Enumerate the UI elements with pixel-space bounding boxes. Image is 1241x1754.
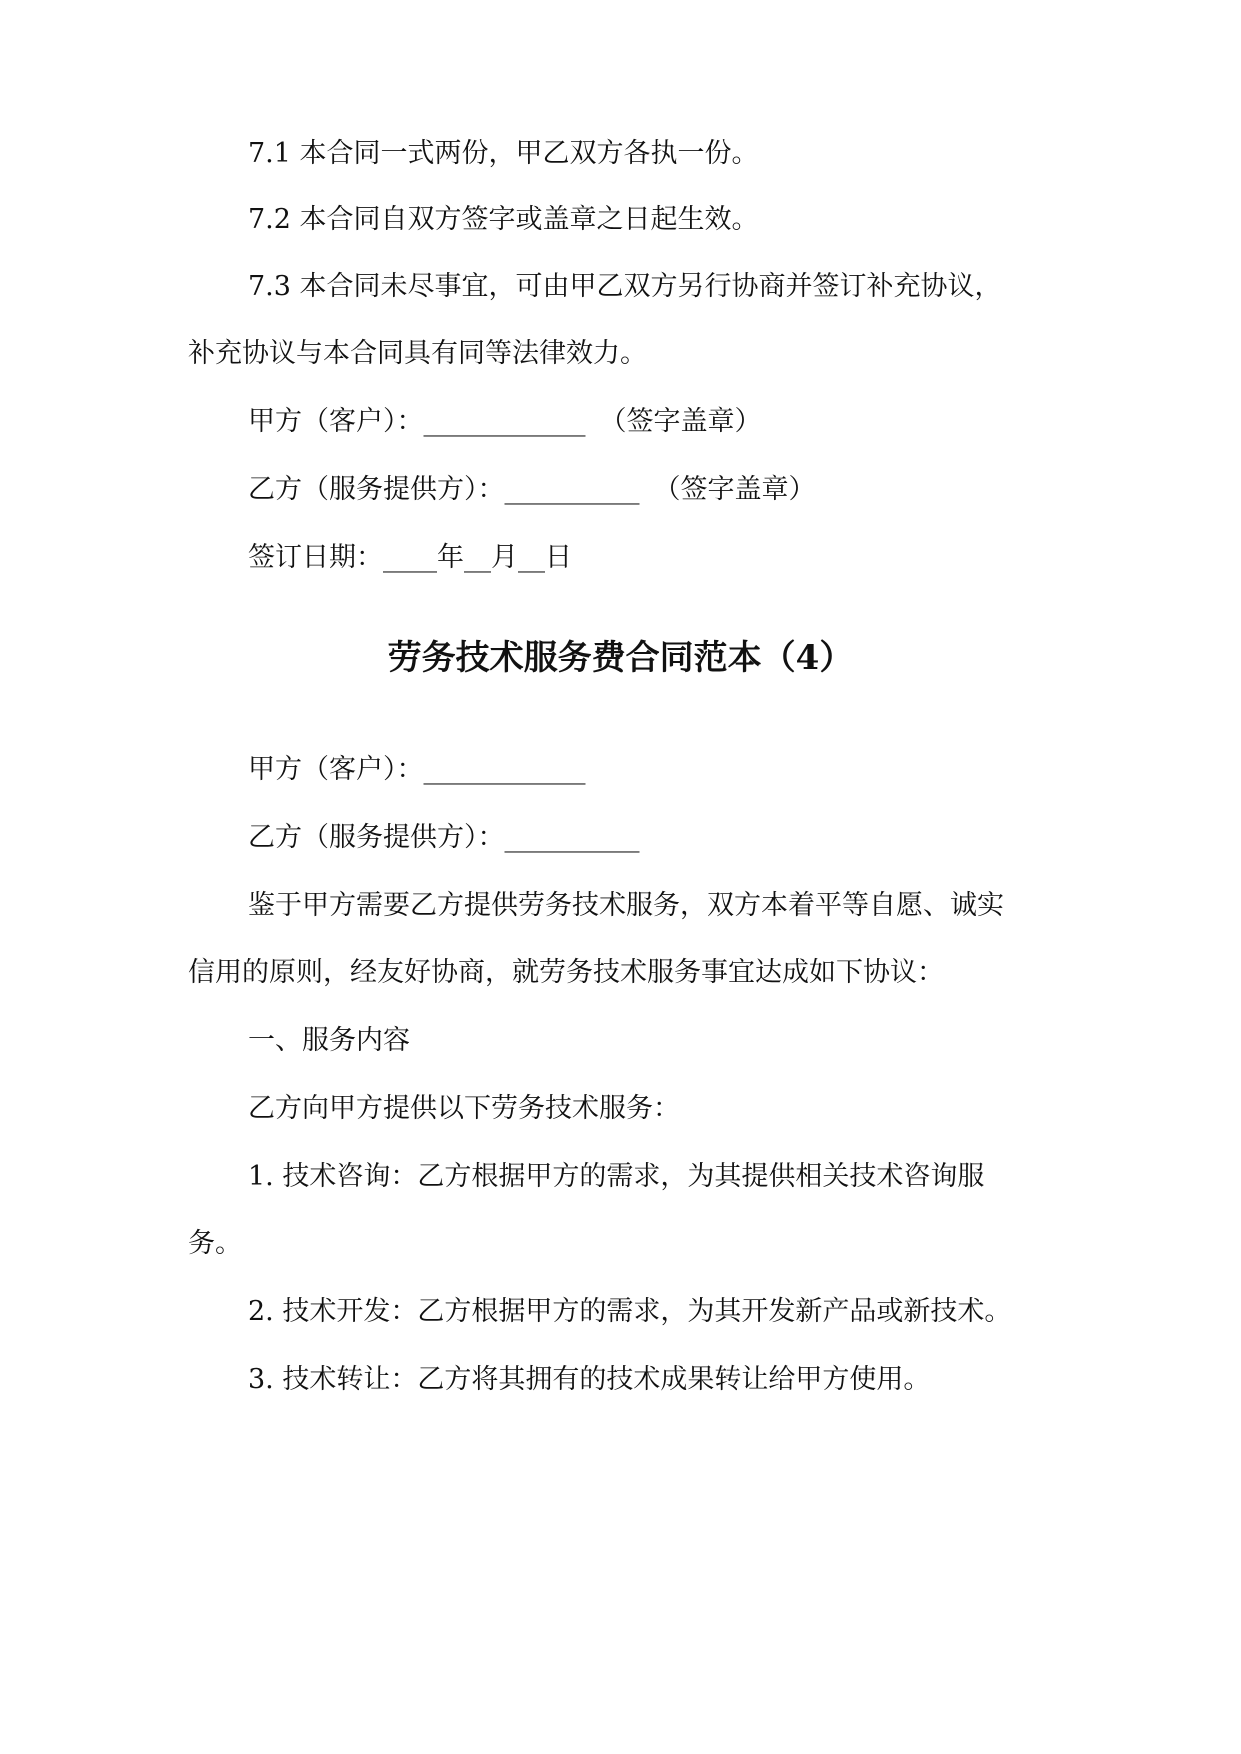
- signature-party-b-label: 乙方（服务提供方）：__________: [248, 474, 640, 505]
- list-item-1-line2: 务。: [188, 1228, 242, 1259]
- signature-party-a-stamp: （签字盖章）: [599, 406, 762, 437]
- list-item-2: 2. 技术开发：乙方根据甲方的需求，为其开发新产品或新技术。: [248, 1296, 1012, 1327]
- clause-7-2: 7.2 本合同自双方签字或盖章之日起生效。: [248, 204, 759, 235]
- list-item-1-line1: 1. 技术咨询：乙方根据甲方的需求，为其提供相关技术咨询服: [248, 1161, 985, 1192]
- signature-party-a-label: 甲方（客户）：____________: [248, 406, 586, 437]
- signature-party-a: [0, 404, 1241, 440]
- signature-party-b: [0, 472, 1241, 508]
- signing-date: 签订日期：____年__月__日: [248, 542, 572, 573]
- contract-title: 劳务技术服务费合同范本（4）: [387, 638, 854, 678]
- intro-line1: 鉴于甲方需要乙方提供劳务技术服务，双方本着平等自愿、诚实: [248, 890, 1004, 921]
- list-item-3: 3. 技术转让：乙方将其拥有的技术成果转让给甲方使用。: [248, 1364, 931, 1395]
- party-b-line: 乙方（服务提供方）：__________: [248, 822, 640, 853]
- clause-7-1: 7.1 本合同一式两份，甲乙双方各执一份。: [248, 138, 759, 169]
- clause-7-3-line1: 7.3 本合同未尽事宜，可由甲乙双方另行协商并签订补充协议，: [248, 271, 1002, 302]
- section-lead: 乙方向甲方提供以下劳务技术服务：: [248, 1093, 680, 1124]
- clause-7-3-line2: 补充协议与本合同具有同等法律效力。: [188, 338, 647, 369]
- intro-line2: 信用的原则，经友好协商，就劳务技术服务事宜达成如下协议：: [188, 957, 944, 988]
- section-heading: 一、服务内容: [248, 1025, 410, 1056]
- signature-party-b-stamp: （签字盖章）: [653, 474, 816, 505]
- party-a-line: 甲方（客户）：____________: [248, 754, 586, 785]
